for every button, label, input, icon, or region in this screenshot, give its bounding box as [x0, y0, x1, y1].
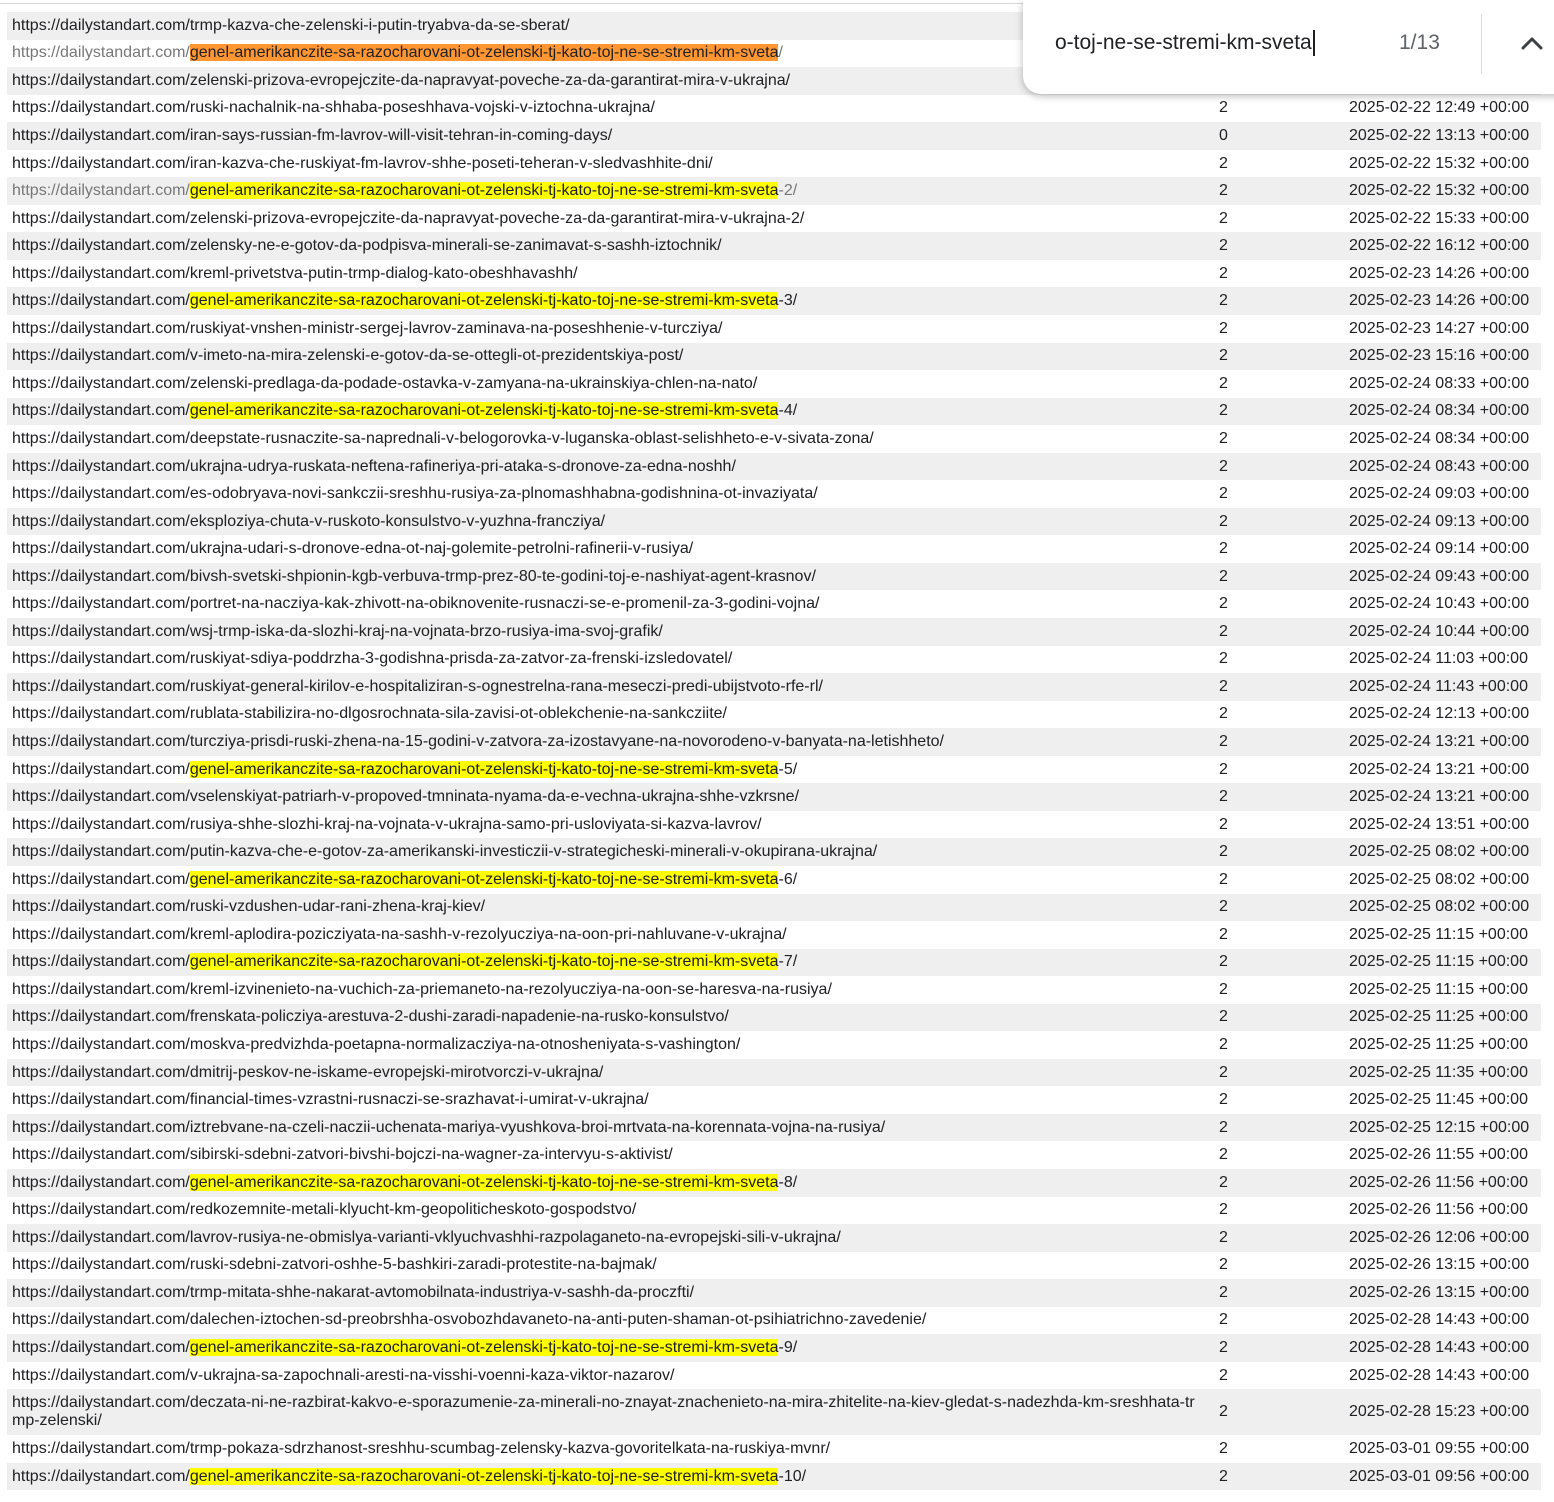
previous-match-button[interactable] — [1517, 28, 1547, 58]
count-cell: 2 — [1219, 1311, 1228, 1329]
url-cell[interactable]: https://dailystandart.com/financial-times-vzrastni-rusnaczi-se-srazhavat-i-umirat-v-ukrajna/ — [12, 1091, 649, 1109]
count-cell: 2 — [1219, 264, 1228, 282]
date-cell: 2025-02-24 13:21 +00:00 — [1349, 788, 1530, 806]
url-cell[interactable]: https://dailystandart.com/rublata-stabilizira-no-dlgosrochnata-sila-zavisi-ot-oblekchenie-na-sankcziite/ — [12, 705, 727, 723]
count-cell: 2 — [1219, 567, 1228, 585]
url-cell[interactable]: https://dailystandart.com/eksploziya-chuta-v-ruskoto-konsulstvo-v-yuzhna-francziya/ — [12, 512, 606, 530]
url-cell[interactable]: https://dailystandart.com/trmp-mitata-shhe-nakarat-avtomobilnata-industriya-v-sashh-da-proczfti/ — [12, 1283, 695, 1301]
table-row — [7, 1435, 1541, 1463]
table-row — [7, 95, 1541, 123]
date-cell: 2025-02-26 11:56 +00:00 — [1349, 1201, 1528, 1219]
date-cell: 2025-02-24 12:13 +00:00 — [1349, 705, 1530, 723]
date-cell: 2025-02-23 14:26 +00:00 — [1349, 292, 1530, 310]
table-row — [7, 838, 1541, 866]
url-cell[interactable]: https://dailystandart.com/ruskiyat-general-kirilov-e-hospitaliziran-s-ognestrelna-rana-meseczi-predi-ubijstvoto-rfe-rl/ — [12, 677, 823, 695]
count-cell: 2 — [1219, 1283, 1228, 1301]
url-cell[interactable]: https://dailystandart.com/sibirski-sdebni-zatvori-bivshi-bojczi-na-wagner-za-intervyu-s-aktivist/ — [12, 1146, 673, 1164]
count-cell: 2 — [1219, 622, 1228, 640]
date-cell: 2025-02-24 09:14 +00:00 — [1349, 540, 1530, 558]
date-cell: 2025-02-25 11:35 +00:00 — [1349, 1063, 1528, 1081]
url-cell[interactable]: https://dailystandart.com/kreml-izvinenieto-na-vuchich-za-priemaneto-na-rezolyucziya-na-oon-se-haresva-na-rusiya/ — [12, 980, 832, 998]
url-cell[interactable]: https://dailystandart.com/moskva-predvizhda-poetapna-normalizacziya-na-otnosheniyata-s-vashington/ — [12, 1036, 741, 1053]
table-row — [7, 398, 1541, 426]
count-cell: 2 — [1219, 319, 1228, 337]
date-cell: 2025-02-22 15:32 +00:00 — [1349, 154, 1530, 172]
date-cell: 2025-02-26 11:55 +00:00 — [1349, 1146, 1528, 1164]
count-cell: 2 — [1219, 650, 1228, 668]
date-cell: 2025-02-26 13:15 +00:00 — [1349, 1256, 1530, 1274]
date-cell: 2025-02-25 11:45 +00:00 — [1349, 1091, 1528, 1109]
url-cell[interactable]: https://dailystandart.com/iztrebvane-na-czeli-naczii-uchenata-mariya-vyushkova-broi-mrtvata-na-korennata-vojna-na-rusiya/ — [12, 1118, 886, 1136]
count-cell: 2 — [1219, 705, 1228, 723]
count-cell: 2 — [1219, 788, 1228, 806]
url-cell[interactable]: https://dailystandart.com/lavrov-rusiya-ne-obmislya-varianti-vklyuchvashhi-razpolaganeto-na-evropejski-sili-v-ukrajna/ — [12, 1228, 841, 1246]
date-cell: 2025-02-22 16:12 +00:00 — [1349, 237, 1530, 255]
table-row — [7, 232, 1541, 260]
url-cell[interactable]: https://dailystandart.com/ruskiyat-vnshen-ministr-sergej-lavrov-zaminava-na-poseshhenie-v-turcziya/ — [12, 319, 723, 337]
count-cell: 2 — [1219, 1063, 1228, 1081]
table-row — [7, 1362, 1541, 1390]
find-match-highlight: genel-amerikanczite-sa-razocharovani-ot-zelenski-tj-kato-toj-ne-se-stremi-km-sveta — [189, 292, 779, 310]
count-cell: 2 — [1219, 815, 1228, 833]
table-row — [7, 1059, 1541, 1087]
date-cell: 2025-02-26 11:56 +00:00 — [1349, 1173, 1528, 1191]
table-row — [7, 1389, 1541, 1435]
url-cell[interactable]: https://dailystandart.com/wsj-trmp-iska-da-slozhi-kraj-na-vojnata-brzo-rusiya-ima-svoj-grafik/ — [12, 622, 663, 640]
count-cell: 2 — [1219, 1201, 1228, 1219]
date-cell: 2025-02-28 14:43 +00:00 — [1349, 1339, 1530, 1357]
count-cell: 2 — [1219, 925, 1228, 943]
url-cell[interactable]: https://dailystandart.com/zelenski-predlaga-da-podade-ostavka-v-zamyana-na-ukrainskiya-chlen-na-nato/ — [12, 374, 758, 392]
table-row — [7, 205, 1541, 233]
table-row — [7, 453, 1541, 481]
url-cell[interactable]: https://dailystandart.com/ruski-nachalnik-na-shhaba-poseshhava-vojski-v-iztochna-ukrajna/ — [12, 99, 655, 117]
url-cell[interactable]: https://dailystandart.com/kreml-aplodira-pozicziyata-na-sashh-v-rezolyucziya-na-oon-pri-nahluvane-v-ukrajna/ — [12, 925, 787, 943]
find-bar-divider — [1481, 14, 1482, 74]
url-cell[interactable]: https://dailystandart.com/v-ukrajna-sa-zapochnali-aresti-na-visshi-voenni-kaza-viktor-nazarov/ — [12, 1366, 675, 1384]
url-cell[interactable]: https://dailystandart.com/ruskiyat-sdiya-poddrzha-3-godishna-prisda-za-zatvor-za-frenski-izsledovatel/ — [12, 650, 733, 668]
url-cell[interactable]: https://dailystandart.com/frenskata-policziya-arestuva-2-dushi-zaradi-napadenie-na-rusko-konsulstvo/ — [12, 1008, 729, 1026]
count-cell: 2 — [1219, 1467, 1228, 1485]
date-cell: 2025-02-24 10:44 +00:00 — [1349, 622, 1530, 640]
table-row — [7, 370, 1541, 398]
table-row — [7, 673, 1541, 701]
table-row — [7, 1252, 1541, 1280]
count-cell: 2 — [1219, 1008, 1228, 1026]
table-row — [7, 756, 1541, 784]
date-cell: 2025-02-26 13:15 +00:00 — [1349, 1283, 1530, 1301]
count-cell: 2 — [1219, 1228, 1228, 1246]
count-cell: 2 — [1219, 1403, 1228, 1421]
date-cell: 2025-02-24 09:03 +00:00 — [1349, 485, 1530, 503]
find-match-highlight: genel-amerikanczite-sa-razocharovani-ot-zelenski-tj-kato-toj-ne-se-stremi-km-sveta — [189, 953, 779, 971]
url-cell[interactable]: https://dailystandart.com/genel-amerikanczite-sa-razocharovani-ot-zelenski-tj-kato-toj-ne-se-stremi-km-sveta-9/ — [12, 1339, 798, 1357]
table-row — [7, 1114, 1541, 1142]
chevron-up-icon — [1517, 28, 1547, 58]
count-cell: 2 — [1219, 347, 1228, 365]
table-row — [7, 1463, 1541, 1491]
find-match-count: 1/13 — [1399, 31, 1440, 54]
date-cell: 2025-02-23 14:26 +00:00 — [1349, 264, 1530, 282]
find-input[interactable] — [1055, 26, 1375, 60]
url-cell[interactable]: https://dailystandart.com/dalechen-iztochen-sd-preobrshha-osvobozhdavaneto-na-anti-puten-shaman-ot-psihiatrichno-zavedenie/ — [12, 1311, 927, 1329]
find-match-highlight: genel-amerikanczite-sa-razocharovani-ot-zelenski-tj-kato-toj-ne-se-stremi-km-sveta — [189, 760, 779, 778]
count-cell: 2 — [1219, 374, 1228, 392]
date-cell: 2025-02-25 11:15 +00:00 — [1349, 953, 1528, 971]
table-row — [7, 1086, 1541, 1114]
url-cell[interactable]: https://dailystandart.com/ruski-vzdushen-udar-rani-zhena-kraj-kiev/ — [12, 898, 486, 916]
count-cell: 2 — [1219, 595, 1228, 613]
table-row — [7, 921, 1541, 949]
count-cell: 2 — [1219, 677, 1228, 695]
table-row — [7, 1307, 1541, 1335]
find-match-highlight: genel-amerikanczite-sa-razocharovani-ot-zelenski-tj-kato-toj-ne-se-stremi-km-sveta — [189, 182, 779, 200]
url-cell[interactable]: https://dailystandart.com/genel-amerikanczite-sa-razocharovani-ot-zelenski-tj-kato-toj-ne-se-stremi-km-sveta-3/ — [12, 292, 798, 310]
date-cell: 2025-02-24 10:43 +00:00 — [1349, 595, 1530, 613]
find-match-highlight: genel-amerikanczite-sa-razocharovani-ot-zelenski-tj-kato-toj-ne-se-stremi-km-sveta — [189, 870, 779, 888]
url-cell[interactable]: https://dailystandart.com/genel-amerikanczite-sa-razocharovani-ot-zelenski-tj-kato-toj-ne-se-stremi-km-sveta-10/ — [12, 1467, 807, 1485]
date-cell: 2025-02-28 15:23 +00:00 — [1349, 1403, 1530, 1421]
url-cell[interactable]: https://dailystandart.com/trmp-kazva-che-zelenski-i-putin-tryabva-da-se-sberat/ — [12, 16, 570, 34]
table-row — [7, 425, 1541, 453]
date-cell: 2025-02-22 12:49 +00:00 — [1349, 99, 1530, 117]
date-cell: 2025-02-25 08:02 +00:00 — [1349, 843, 1530, 861]
count-cell: 2 — [1219, 154, 1228, 172]
url-cell[interactable]: https://dailystandart.com/genel-amerikanczite-sa-razocharovani-ot-zelenski-tj-kato-toj-ne-se-stremi-km-sveta-6/ — [12, 870, 798, 888]
table-row — [7, 701, 1541, 729]
url-cell[interactable]: https://dailystandart.com/ukrajna-udari-s-dronove-edna-ot-naj-golemite-petrolni-rafinerii-v-rusiya/ — [12, 540, 694, 558]
table-row — [7, 315, 1541, 343]
table-row — [7, 811, 1541, 839]
find-match-highlight: genel-amerikanczite-sa-razocharovani-ot-zelenski-tj-kato-toj-ne-se-stremi-km-sveta — [189, 402, 779, 420]
count-cell: 2 — [1219, 980, 1228, 998]
table-row — [7, 783, 1541, 811]
count-cell: 2 — [1219, 99, 1228, 117]
table-row — [7, 728, 1541, 756]
table-row — [7, 1004, 1541, 1032]
url-cell[interactable]: https://dailystandart.com/genel-amerikanczite-sa-razocharovani-ot-zelenski-tj-kato-toj-ne-se-stremi-km-sveta-4/ — [12, 402, 798, 420]
date-cell: 2025-02-22 15:32 +00:00 — [1349, 182, 1530, 200]
count-cell: 2 — [1219, 843, 1228, 861]
date-cell: 2025-02-24 08:43 +00:00 — [1349, 457, 1530, 475]
table-row — [7, 1169, 1541, 1197]
date-cell: 2025-02-24 09:13 +00:00 — [1349, 512, 1530, 530]
count-cell: 2 — [1219, 1146, 1228, 1164]
find-match-highlight: genel-amerikanczite-sa-razocharovani-ot-zelenski-tj-kato-toj-ne-se-stremi-km-sveta — [189, 1173, 779, 1191]
count-cell: 2 — [1219, 760, 1228, 778]
find-match-highlight: genel-amerikanczite-sa-razocharovani-ot-zelenski-tj-kato-toj-ne-se-stremi-km-sveta — [189, 1467, 779, 1485]
date-cell: 2025-02-22 13:13 +00:00 — [1349, 126, 1530, 144]
count-cell: 2 — [1219, 1091, 1228, 1109]
count-cell: 0 — [1219, 126, 1228, 144]
table-row — [7, 1031, 1541, 1059]
table-row — [7, 150, 1541, 178]
table-row — [7, 590, 1541, 618]
date-cell: 2025-03-01 09:56 +00:00 — [1349, 1467, 1530, 1485]
url-cell[interactable]: https://dailystandart.com/ruski-sdebni-zatvori-oshhe-5-bashkiri-zaradi-protestite-na-bajmak/ — [12, 1256, 657, 1274]
date-cell: 2025-02-24 11:03 +00:00 — [1349, 650, 1528, 668]
table-row — [7, 535, 1541, 563]
find-query-text: o-toj-ne-se-stremi-km-sveta — [1055, 31, 1312, 54]
count-cell: 2 — [1219, 457, 1228, 475]
table-row — [7, 646, 1541, 674]
text-caret — [1313, 30, 1315, 56]
date-cell: 2025-02-26 12:06 +00:00 — [1349, 1228, 1530, 1246]
date-cell: 2025-02-22 15:33 +00:00 — [1349, 209, 1530, 227]
url-cell[interactable]: https://dailystandart.com/deczata-ni-ne-razbirat-kakvo-e-sporazumenie-za-minerali-no-znayat-znachenieto-na-mira-zhitelite-na-kiev-gledat-s-nadezhda-km-sreshhata-trmp-zelenski/ — [12, 1394, 1195, 1430]
count-cell: 2 — [1219, 512, 1228, 530]
url-cell[interactable]: https://dailystandart.com/iran-says-russian-fm-lavrov-will-visit-tehran-in-coming-days/ — [12, 126, 613, 144]
count-cell: 2 — [1219, 540, 1228, 558]
url-cell[interactable]: https://dailystandart.com/genel-amerikanczite-sa-razocharovani-ot-zelenski-tj-kato-toj-ne-se-stremi-km-sveta-8/ — [12, 1173, 798, 1191]
table-row — [7, 866, 1541, 894]
url-cell[interactable]: https://dailystandart.com/deepstate-rusnaczite-sa-naprednali-v-belogorovka-v-luganska-oblast-selishheto-e-v-sivata-zona/ — [12, 429, 874, 447]
count-cell: 2 — [1219, 870, 1228, 888]
count-cell: 2 — [1219, 732, 1228, 750]
count-cell: 2 — [1219, 898, 1228, 916]
table-row — [7, 976, 1541, 1004]
date-cell: 2025-02-24 09:43 +00:00 — [1349, 567, 1530, 585]
url-list-body — [7, 12, 1541, 1490]
table-row — [7, 949, 1541, 977]
count-cell: 2 — [1219, 953, 1228, 971]
url-cell[interactable]: https://dailystandart.com/v-imeto-na-mira-zelenski-e-gotov-da-se-ottegli-ot-prezidentskiya-post/ — [12, 347, 684, 365]
table-row — [7, 508, 1541, 536]
date-cell: 2025-03-01 09:55 +00:00 — [1349, 1440, 1530, 1458]
date-cell: 2025-02-28 14:43 +00:00 — [1349, 1311, 1530, 1329]
table-row — [7, 618, 1541, 646]
count-cell: 2 — [1219, 429, 1228, 447]
date-cell: 2025-02-25 11:25 +00:00 — [1349, 1008, 1528, 1026]
url-cell[interactable]: https://dailystandart.com/bivsh-svetski-shpionin-kgb-verbuva-trmp-prez-80-te-godini-toj-e-nashiyat-agent-krasnov/ — [12, 567, 816, 585]
date-cell: 2025-02-25 11:25 +00:00 — [1349, 1036, 1528, 1053]
date-cell: 2025-02-24 13:21 +00:00 — [1349, 760, 1530, 778]
url-cell[interactable]: https://dailystandart.com/genel-amerikanczite-sa-razocharovani-ot-zelenski-tj-kato-toj-ne-se-stremi-km-sveta-5/ — [12, 760, 798, 778]
date-cell: 2025-02-23 14:27 +00:00 — [1349, 319, 1530, 337]
url-cell[interactable]: https://dailystandart.com/dmitrij-peskov-ne-iskame-evropejski-mirotvorczi-v-ukrajna/ — [12, 1063, 604, 1081]
table-row — [7, 894, 1541, 922]
url-cell[interactable]: https://dailystandart.com/zelenski-prizova-evropejczite-da-napravyat-poveche-za-da-garantirat-mira-v-ukrajna/ — [12, 71, 791, 89]
url-cell[interactable]: https://dailystandart.com/genel-amerikanczite-sa-razocharovani-ot-zelenski-tj-kato-toj-ne-se-stremi-km-sveta-7/ — [12, 953, 798, 971]
table-row — [7, 177, 1541, 205]
table-row — [7, 343, 1541, 371]
date-cell: 2025-02-25 08:02 +00:00 — [1349, 870, 1530, 888]
table-row — [7, 122, 1541, 150]
table-row — [7, 1197, 1541, 1225]
count-cell: 2 — [1219, 1339, 1228, 1357]
current-find-match: genel-amerikanczite-sa-razocharovani-ot-zelenski-tj-kato-toj-ne-se-stremi-km-sveta — [189, 44, 779, 62]
table-row — [7, 1224, 1541, 1252]
count-cell: 2 — [1219, 209, 1228, 227]
date-cell: 2025-02-25 11:15 +00:00 — [1349, 980, 1528, 998]
url-cell[interactable]: https://dailystandart.com/rusiya-shhe-slozhi-kraj-na-vojnata-v-ukrajna-samo-pri-usloviyata-si-kazva-lavrov/ — [12, 815, 762, 833]
date-cell: 2025-02-24 13:21 +00:00 — [1349, 732, 1530, 750]
url-cell[interactable]: https://dailystandart.com/iran-kazva-che-ruskiyat-fm-lavrov-shhe-poseti-teheran-v-sledvashhite-dni/ — [12, 154, 713, 172]
count-cell: 2 — [1219, 292, 1228, 310]
table-row — [7, 1334, 1541, 1362]
url-cell[interactable]: https://dailystandart.com/zelensky-ne-e-gotov-da-podpisva-minerali-se-zanimavat-s-sashh-iztochnik/ — [12, 237, 722, 255]
count-cell: 2 — [1219, 1173, 1228, 1191]
count-cell: 2 — [1219, 1366, 1228, 1384]
url-list-table — [7, 12, 1541, 1490]
date-cell: 2025-02-24 13:51 +00:00 — [1349, 815, 1530, 833]
url-cell[interactable]: https://dailystandart.com/turcziya-prisdi-ruski-zhena-na-15-godini-v-zatvora-za-izostavyane-na-novorodeno-v-banyata-na-letishheto/ — [12, 732, 944, 750]
url-cell[interactable]: https://dailystandart.com/ukrajna-udrya-ruskata-neftena-rafineriya-pri-ataka-s-dronove-za-edna-noshh/ — [12, 457, 736, 475]
date-cell: 2025-02-28 14:43 +00:00 — [1349, 1366, 1530, 1384]
find-match-highlight: genel-amerikanczite-sa-razocharovani-ot-zelenski-tj-kato-toj-ne-se-stremi-km-sveta — [189, 1339, 779, 1357]
count-cell: 2 — [1219, 182, 1228, 200]
table-row — [7, 1141, 1541, 1169]
date-cell: 2025-02-24 08:33 +00:00 — [1349, 374, 1530, 392]
count-cell: 2 — [1219, 402, 1228, 420]
count-cell: 2 — [1219, 237, 1228, 255]
date-cell: 2025-02-25 08:02 +00:00 — [1349, 898, 1530, 916]
date-cell: 2025-02-23 15:16 +00:00 — [1349, 347, 1530, 365]
date-cell: 2025-02-25 11:15 +00:00 — [1349, 925, 1528, 943]
date-cell: 2025-02-25 12:15 +00:00 — [1349, 1118, 1530, 1136]
url-cell[interactable]: https://dailystandart.com/es-odobryava-novi-sankczii-sreshhu-rusiya-za-plnomashhabna-godishnina-ot-invaziyata/ — [12, 485, 818, 503]
date-cell: 2025-02-24 08:34 +00:00 — [1349, 402, 1530, 420]
count-cell: 2 — [1219, 485, 1228, 503]
count-cell: 2 — [1219, 1118, 1228, 1136]
url-cell[interactable]: https://dailystandart.com/vselenskiyat-patriarh-v-propoved-tmninata-nyama-da-e-vechna-ukrajna-shhe-vzkrsne/ — [12, 788, 800, 806]
url-cell[interactable]: https://dailystandart.com/trmp-pokaza-sdrzhanost-sreshhu-scumbag-zelensky-kazva-govoritelkata-na-ruskiya-mvnr/ — [12, 1440, 831, 1458]
find-in-page-bar — [1023, 0, 1554, 94]
table-row — [7, 260, 1541, 288]
url-cell[interactable]: https://dailystandart.com/putin-kazva-che-e-gotov-za-amerikanski-investiczii-v-strategicheski-minerali-v-okupirana-ukrajna/ — [12, 843, 878, 861]
url-cell[interactable]: https://dailystandart.com/kreml-privetstva-putin-trmp-dialog-kato-obeshhavashh/ — [12, 264, 578, 282]
table-row — [7, 287, 1541, 315]
table-row — [7, 563, 1541, 591]
count-cell: 2 — [1219, 1036, 1228, 1053]
url-cell[interactable]: https://dailystandart.com/redkozemnite-metali-klyucht-km-geopoliticheskoto-gospodstvo/ — [12, 1201, 637, 1219]
count-cell: 2 — [1219, 1440, 1228, 1458]
count-cell: 2 — [1219, 1256, 1228, 1274]
url-cell[interactable]: https://dailystandart.com/genel-amerikanczite-sa-razocharovani-ot-zelenski-tj-kato-toj-ne-se-stremi-km-sveta-2/ — [12, 182, 798, 200]
url-cell[interactable]: https://dailystandart.com/portret-na-nacziya-kak-zhivott-na-obiknovenite-rusnaczi-se-e-promenil-za-3-godini-vojna/ — [12, 595, 820, 613]
url-cell[interactable]: https://dailystandart.com/genel-amerikanczite-sa-razocharovani-ot-zelenski-tj-kato-toj-ne-se-stremi-km-sveta/ — [12, 44, 783, 62]
table-row — [7, 480, 1541, 508]
date-cell: 2025-02-24 08:34 +00:00 — [1349, 429, 1530, 447]
url-cell[interactable]: https://dailystandart.com/zelenski-prizova-evropejczite-da-napravyat-poveche-za-da-garantirat-mira-v-ukrajna-2/ — [12, 209, 805, 227]
table-row — [7, 1279, 1541, 1307]
date-cell: 2025-02-24 11:43 +00:00 — [1349, 677, 1528, 695]
